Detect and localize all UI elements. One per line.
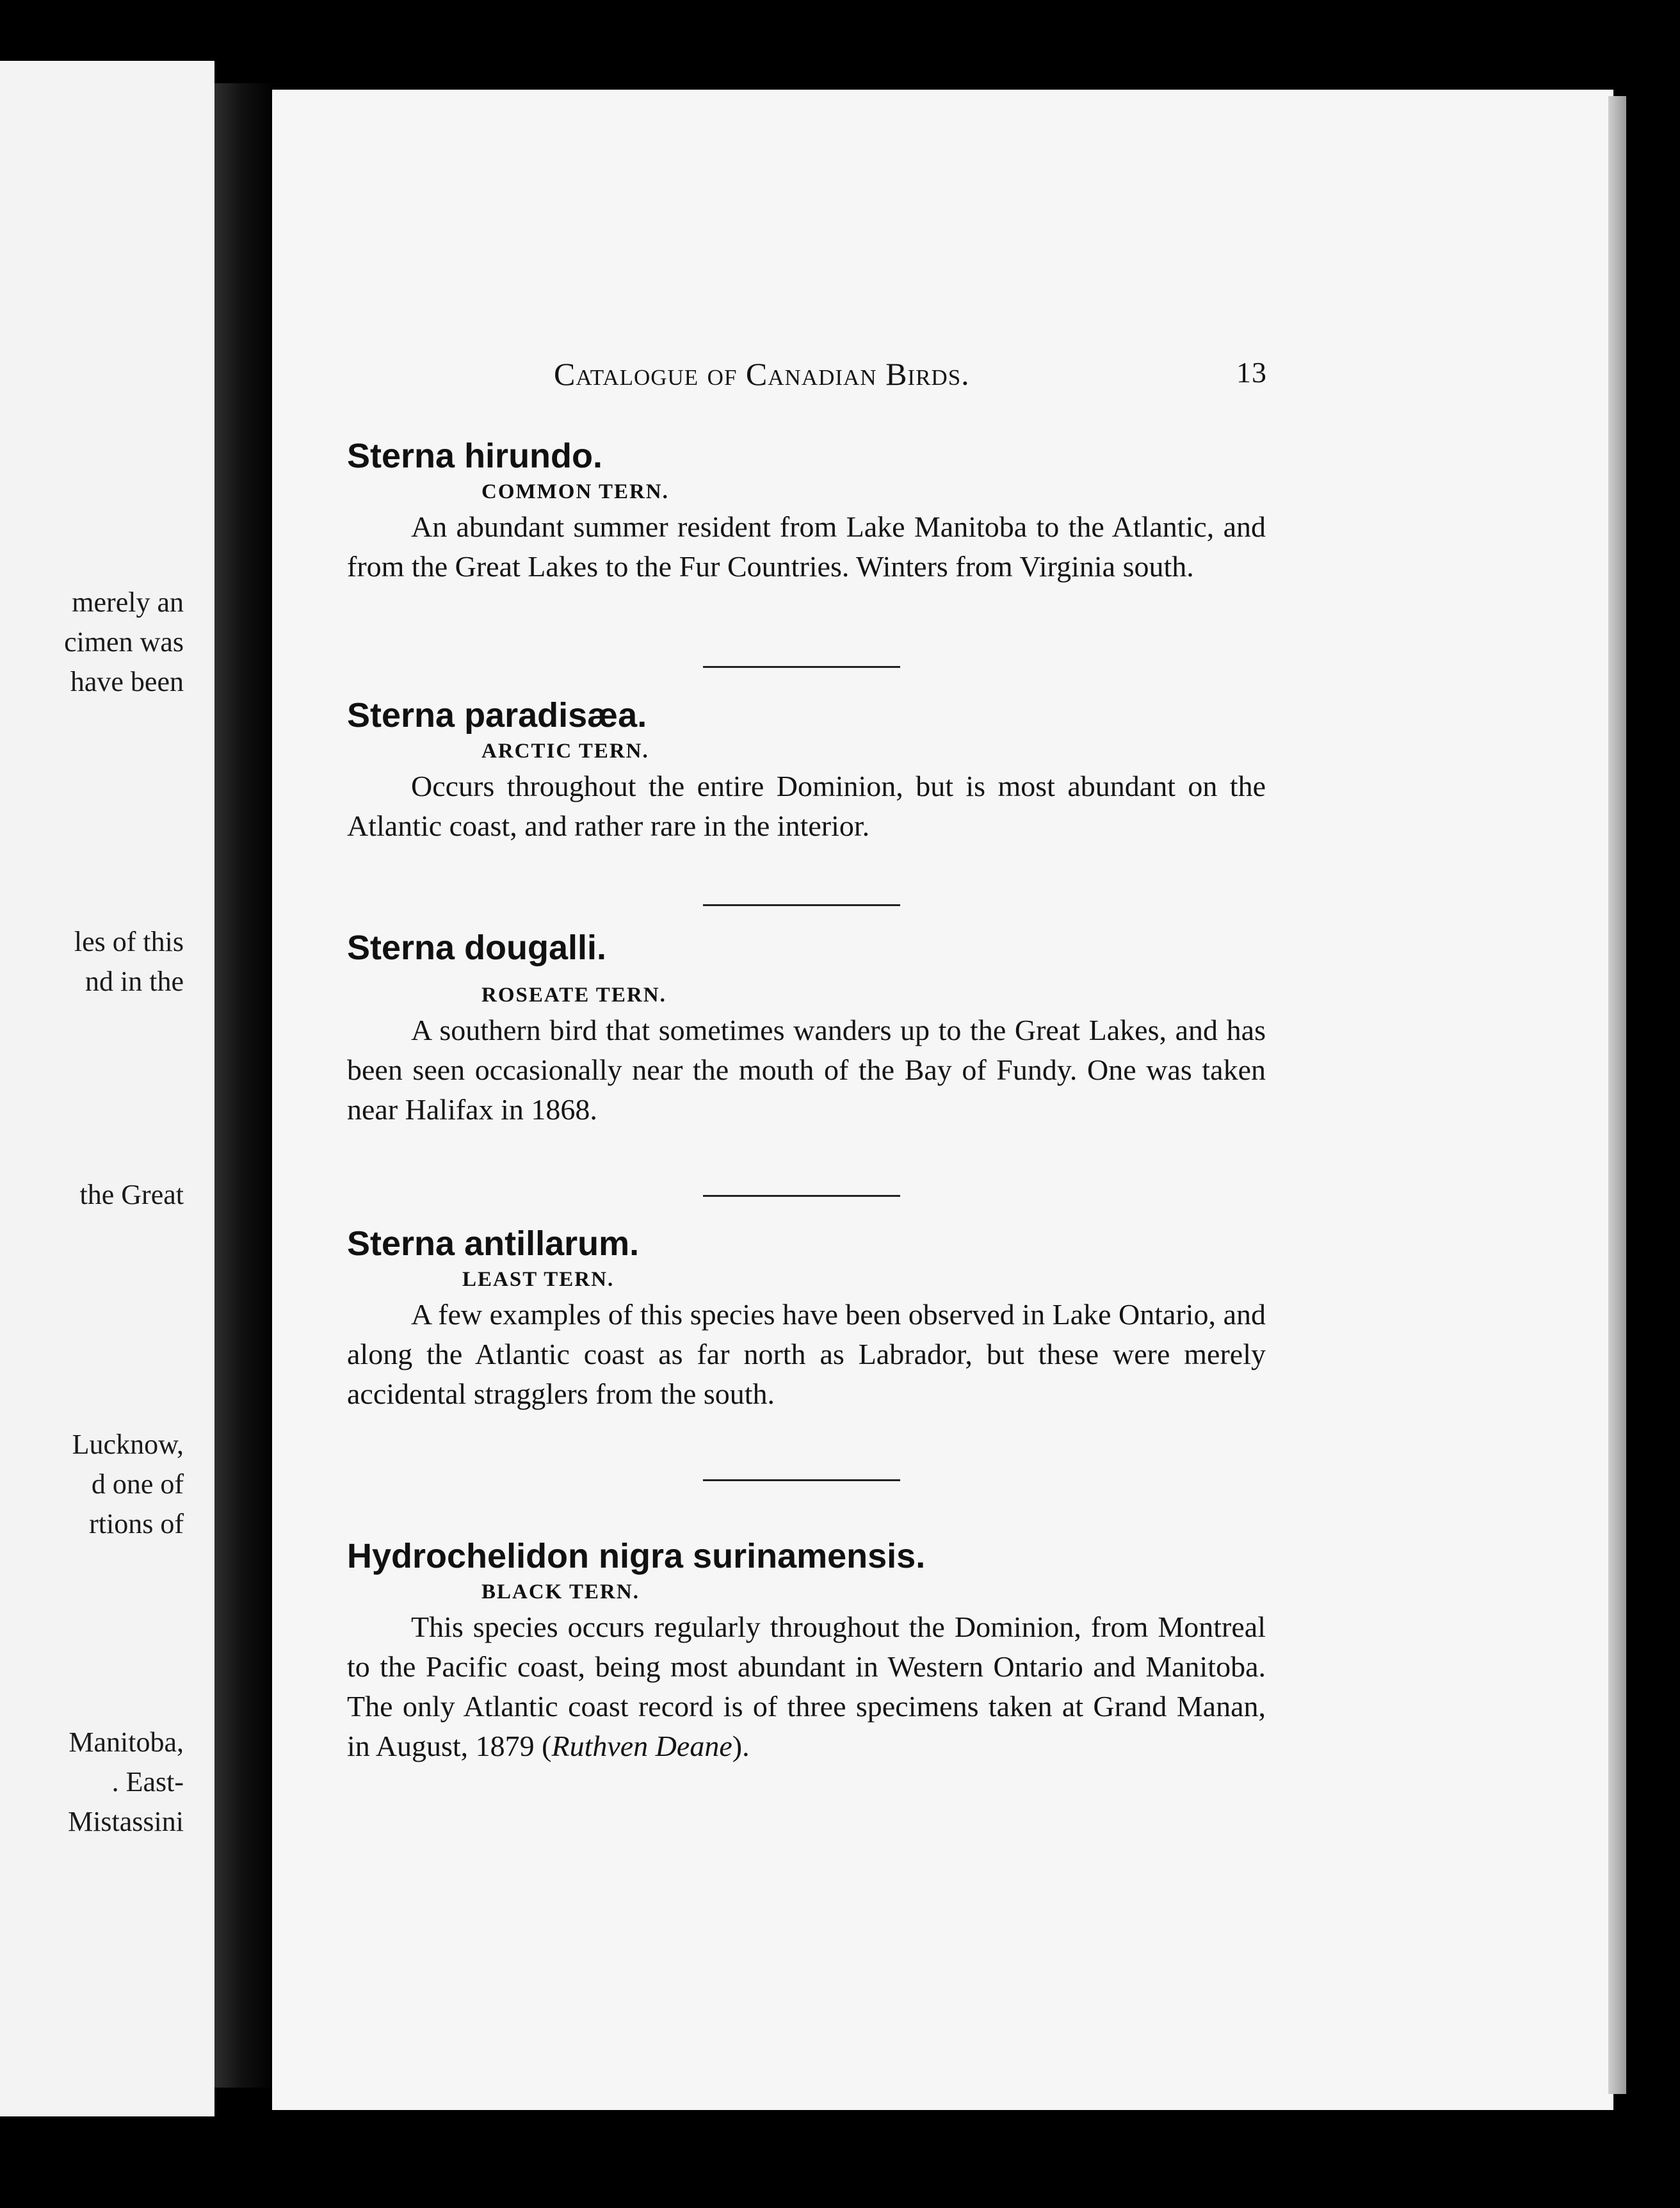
left-fragment: les of this [74,926,184,957]
common-name: ARCTIC TERN. [481,740,649,763]
species-entry [347,435,1266,587]
page-number: 13 [1236,356,1267,389]
left-fragment: cimen was [64,626,184,658]
species-entry [347,695,1266,846]
section-divider [703,1195,900,1197]
common-name: ROSEATE TERN. [481,984,666,1007]
species-description: A few examples of this species have been observed in Lake Ontario, and along the Atlantic coast as far north as Labrador, but these were merely accidental stragglers from the south. [347,1298,1266,1410]
common-name: COMMON TERN. [481,480,669,503]
section-divider [703,1479,900,1481]
book-gutter [214,83,275,2088]
common-name: LEAST TERN. [462,1268,615,1291]
species-name: Hydrochelidon nigra surinamensis. [347,1537,926,1575]
species-entry [347,1536,1266,1766]
section-divider [703,904,900,906]
species-description: Occurs throughout the entire Dominion, but is most abundant on the Atlantic coast, and rather rare in the interior. [347,770,1266,842]
left-fragment: rtions of [89,1508,184,1539]
left-fragment: . East- [111,1766,184,1798]
species-name: Sterna hirundo. [347,437,603,475]
description-end: ). [732,1730,750,1762]
species-description: An abundant summer resident from Lake Manitoba to the Atlantic, and from the Great Lakes to the Fur Countries. Winters from Virginia south. [347,510,1266,583]
left-page [0,61,214,2116]
left-fragment: have been [70,666,184,697]
left-fragment: d one of [91,1468,184,1500]
description-text: This species occurs regularly throughout the Dominion, from Montreal to the Pacific coast, being most abundant in Western Ontario and Manitoba. The only Atlantic coast record is of three specimens taken at Grand Manan, in August, 1879 ( [347,1611,1266,1762]
common-name: BLACK TERN. [481,1580,640,1603]
species-description: A southern bird that sometimes wanders up to the Great Lakes, and has been seen occasionally near the mouth of the Bay of Fundy. One was taken near Halifax in 1868. [347,1014,1266,1126]
left-fragment: nd in the [85,966,184,997]
left-fragment: Manitoba, [69,1726,184,1758]
species-entry [347,1223,1266,1414]
citation-name: Ruthven Deane [551,1730,732,1762]
species-description [347,1607,1266,1766]
page-edge [1608,96,1626,2094]
section-divider [703,666,900,668]
running-head [554,355,1271,393]
species-name: Sterna dougalli. [347,929,607,967]
species-name: Sterna antillarum. [347,1224,640,1263]
left-fragment: the Great [79,1179,184,1210]
species-entry [347,927,1266,1130]
running-head-title: Catalogue of Canadian Birds. [554,356,970,392]
left-fragment: Mistassini [68,1806,184,1837]
left-fragment: merely an [72,587,184,618]
left-fragment: Lucknow, [72,1429,184,1460]
species-name: Sterna paradisæa. [347,696,647,735]
